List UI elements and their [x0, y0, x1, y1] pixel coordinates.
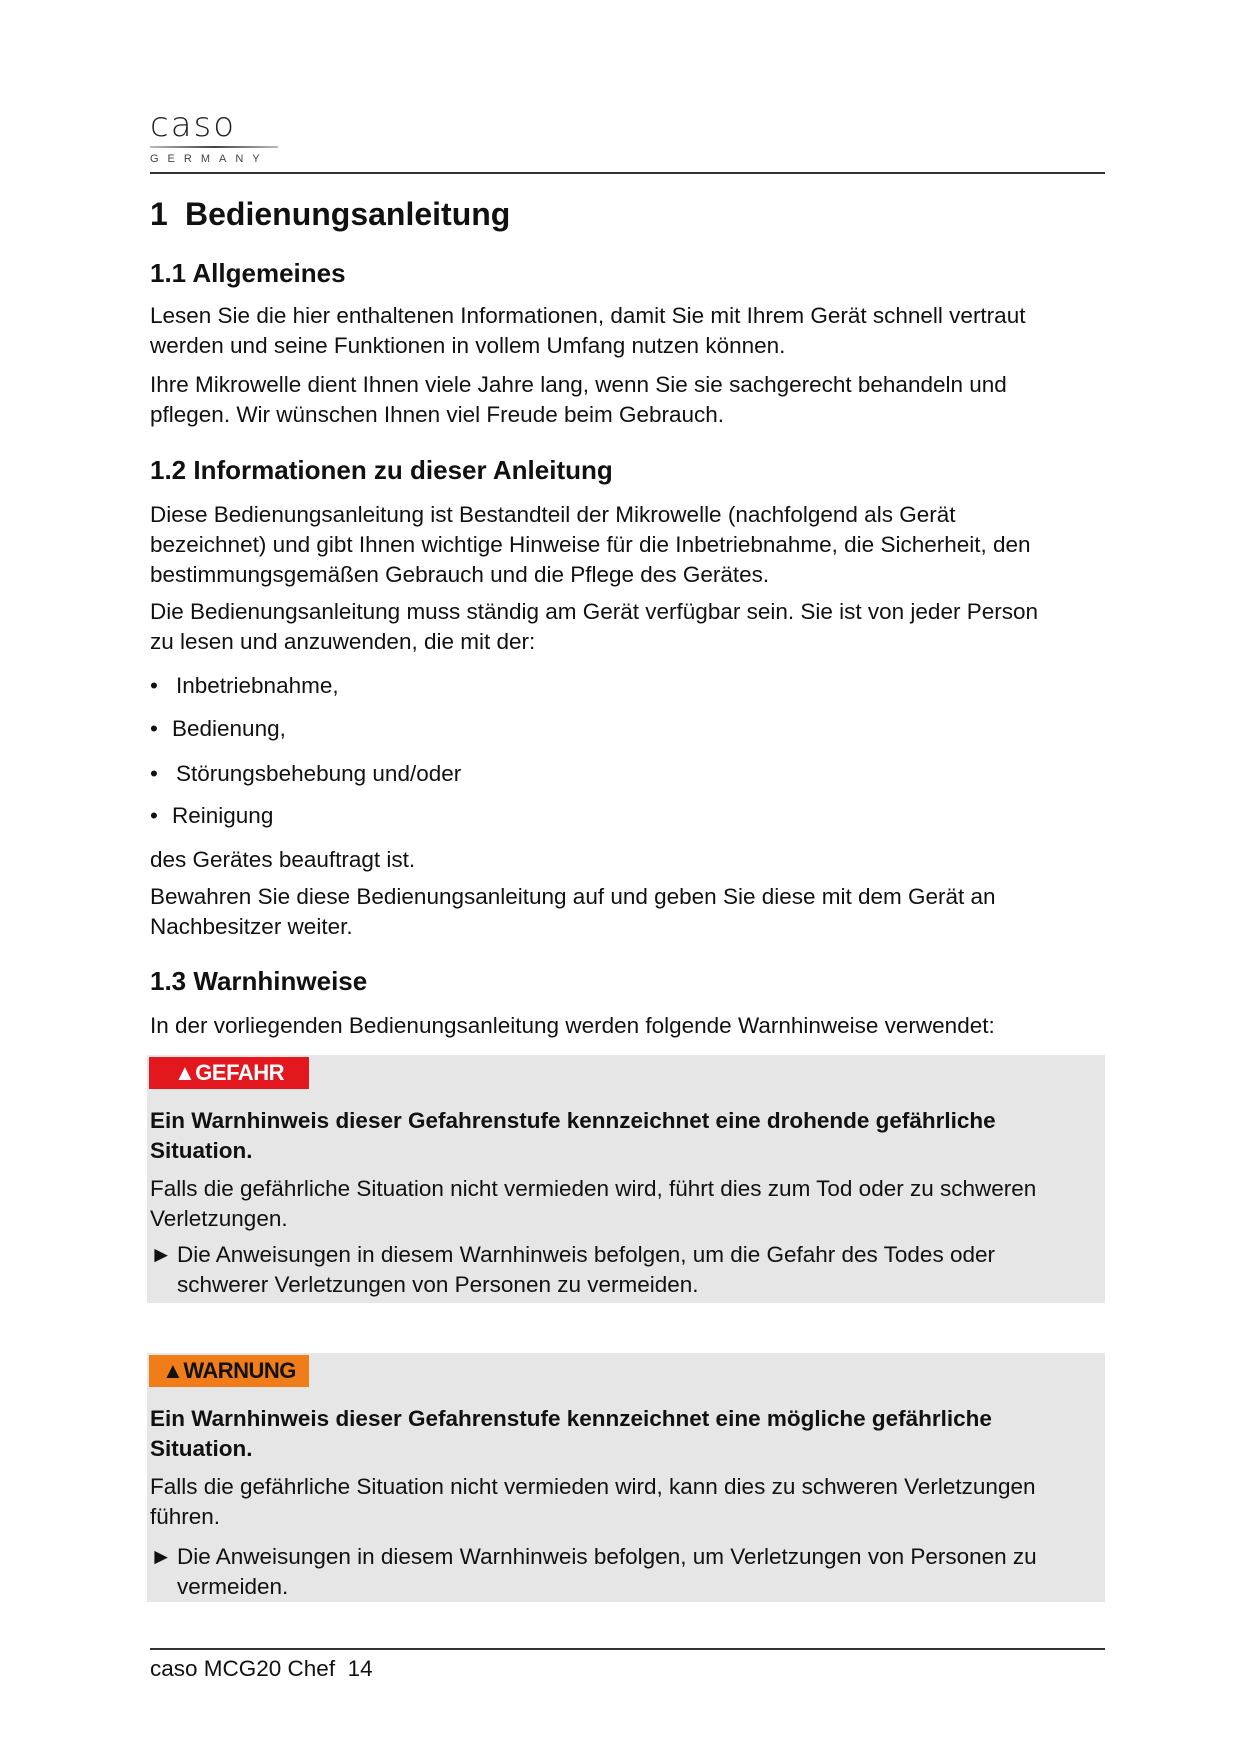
footer-rule	[150, 1648, 1105, 1650]
text-line: Ein Warnhinweis dieser Gefahrenstufe kennzeichnet eine mögliche gefährliche	[150, 1406, 992, 1431]
list-item	[150, 759, 461, 789]
logo-wordmark: caso	[150, 105, 237, 145]
warning-summary	[150, 1404, 992, 1464]
text-line: Diese Bedienungsanleitung ist Bestandteil der Mikrowelle (nachfolgend als Gerät	[150, 502, 956, 527]
text-line: Falls die gefährliche Situation nicht vermieden wird, kann dies zu schweren Verletzungen	[150, 1474, 1036, 1499]
text-line: bestimmungsgemäßen Gebrauch und die Pflege des Gerätes.	[150, 562, 770, 587]
logo-divider	[150, 146, 278, 148]
instruction-text	[150, 1542, 1037, 1599]
warning-notice	[147, 1353, 1105, 1602]
bullet-icon: •	[150, 673, 158, 698]
heading-number: 1	[150, 196, 168, 232]
bullet-icon: •	[150, 803, 158, 828]
danger-notice	[147, 1055, 1105, 1303]
text-line: zu lesen und anzuwenden, die mit der:	[150, 629, 536, 654]
paragraph	[150, 1011, 995, 1041]
footer-text: caso MCG20 Chef 14	[150, 1656, 373, 1681]
paragraph	[150, 882, 996, 942]
paragraph	[150, 500, 1031, 590]
paragraph	[150, 301, 1025, 361]
text-line: Situation.	[150, 1436, 253, 1461]
text-line: Falls die gefährliche Situation nicht vermieden wird, führt dies zum Tod oder zu schweren	[150, 1176, 1037, 1201]
danger-label: ▲GEFAHR	[149, 1057, 309, 1089]
heading-text: Bedienungsanleitung	[185, 196, 511, 232]
text-line: Verletzungen.	[150, 1206, 288, 1231]
text-line: werden und seine Funktionen in vollem Umfang nutzen können.	[150, 333, 786, 358]
text-line: Bewahren Sie diese Bedienungsanleitung auf und geben Sie diese mit dem Gerät an	[150, 884, 996, 909]
list-item-text: Reinigung	[172, 803, 274, 828]
list-item	[150, 671, 339, 701]
logo-subtitle: GERMANY	[150, 153, 269, 165]
bullet-icon: •	[150, 716, 158, 741]
paragraph	[150, 597, 1038, 657]
header-rule	[150, 172, 1105, 174]
text-line: Lesen Sie die hier enthaltenen Informationen, damit Sie mit Ihrem Gerät schnell vertraut	[150, 303, 1026, 328]
arrow-right-icon: ►	[150, 1544, 173, 1569]
text-line: des Gerätes beauftragt ist.	[150, 847, 416, 872]
paragraph	[150, 845, 415, 875]
heading-informationen: 1.2 Informationen zu dieser Anleitung	[150, 455, 613, 485]
text-line: schwerer Verletzungen von Personen zu vermeiden.	[177, 1272, 699, 1297]
text-line: Die Bedienungsanleitung muss ständig am Gerät verfügbar sein. Sie ist von jeder Person	[150, 599, 1038, 624]
bullet-icon: •	[150, 761, 158, 786]
list-item	[150, 801, 273, 831]
text-line: vermeiden.	[177, 1574, 289, 1599]
list-item-text: Bedienung,	[172, 716, 286, 741]
warning-label: ▲WARNUNG	[149, 1355, 309, 1387]
page-title	[150, 194, 510, 234]
heading-warnhinweise: 1.3 Warnhinweise	[150, 966, 368, 996]
heading-allgemeines: 1.1 Allgemeines	[150, 258, 346, 288]
arrow-right-icon: ►	[150, 1242, 173, 1267]
text-line: Die Anweisungen in diesem Warnhinweis befolgen, um Verletzungen von Personen zu	[177, 1544, 1037, 1569]
danger-text	[150, 1174, 1036, 1234]
warning-text	[150, 1472, 1036, 1532]
text-line: Ein Warnhinweis dieser Gefahrenstufe kennzeichnet eine drohende gefährliche	[150, 1108, 996, 1133]
text-line: bezeichnet) und gibt Ihnen wichtige Hinweise für die Inbetriebnahme, die Sicherheit, den	[150, 532, 1031, 557]
danger-instruction	[150, 1240, 995, 1297]
warning-instruction	[150, 1542, 1037, 1599]
text-line: Nachbesitzer weiter.	[150, 914, 353, 939]
text-line: In der vorliegenden Bedienungsanleitung werden folgende Warnhinweise verwendet:	[150, 1013, 995, 1038]
list-item-text: Inbetriebnahme,	[176, 673, 339, 698]
instruction-text	[150, 1240, 995, 1297]
list-item	[150, 714, 286, 744]
paragraph	[150, 370, 1007, 430]
text-line: Situation.	[150, 1138, 253, 1163]
danger-summary	[150, 1106, 996, 1166]
text-line: führen.	[150, 1504, 221, 1529]
list-item-text: Störungsbehebung und/oder	[176, 761, 462, 786]
caso-logo	[150, 105, 280, 172]
text-line: Ihre Mikrowelle dient Ihnen viele Jahre lang, wenn Sie sie sachgerecht behandeln und	[150, 372, 1007, 397]
text-line: pflegen. Wir wünschen Ihnen viel Freude beim Gebrauch.	[150, 402, 725, 427]
text-line: Die Anweisungen in diesem Warnhinweis befolgen, um die Gefahr des Todes oder	[177, 1242, 995, 1267]
